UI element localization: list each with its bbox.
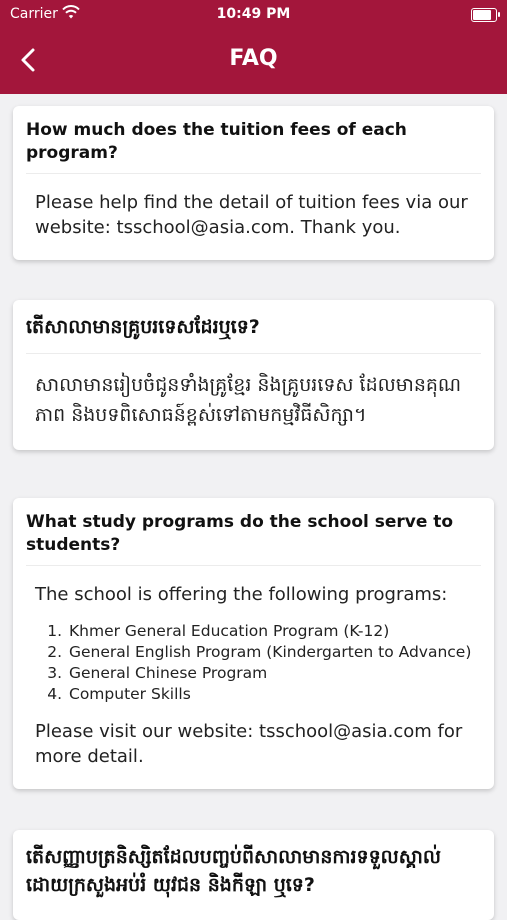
- faq-answer: [13, 566, 494, 789]
- status-time: 10:49 PM: [216, 6, 291, 22]
- faq-answer-text: សាលាមានរៀបចំជូនទាំងគ្រូខ្មែរ និងគ្រូបរទេស ដែលមានគុណភាព និងបទពិសោធន៍ខ្ពស់ទៅតាមកម្មវិធីសិក្សា។: [35, 374, 462, 426]
- faq-answer: [13, 354, 494, 450]
- program-list-item: 1. Khmer General Education Program (K-12): [67, 621, 472, 642]
- faq-question: តើសញ្ញាបត្រនិស្សិតដែលបញ្ចប់ពីសាលាមានការទទួលស្គាល់ដោយក្រសួងអប់រំ យុវជន និងកីឡា ឬទេ?: [26, 846, 441, 896]
- faq-card-certificate[interactable]: [13, 830, 494, 920]
- faq-card-tuition[interactable]: [13, 106, 494, 260]
- page-title: FAQ: [229, 46, 278, 71]
- program-list-item: 4. Computer Skills: [67, 684, 472, 705]
- faq-card-programs[interactable]: [13, 498, 494, 789]
- program-list-item: 3. General Chinese Program: [67, 663, 472, 684]
- program-list: [35, 621, 472, 705]
- faq-answer-intro: The school is offering the following programs:: [35, 584, 448, 605]
- program-list-item: 2. General English Program (Kindergarten to Advance): [67, 642, 472, 663]
- nav-header: [0, 0, 507, 94]
- battery-fill: [473, 10, 491, 20]
- carrier-label: Carrier: [10, 6, 58, 22]
- battery-icon: [471, 8, 497, 22]
- faq-question: What study programs do the school serve to students?: [26, 512, 454, 555]
- status-bar: [0, 6, 507, 26]
- nav-bar: [0, 42, 507, 78]
- faq-question: How much does the tuition fees of each program?: [26, 120, 407, 163]
- faq-answer-text: Please help find the detail of tuition fees via our website: tsschool@asia.com. Thank you.: [35, 192, 468, 238]
- faq-answer: [13, 174, 494, 260]
- faq-question: តើសាលាមានគ្រូបរទេសដែរឬទេ?: [26, 316, 260, 338]
- faq-answer-outro: Please visit our website: tsschool@asia.com for more detail.: [35, 721, 463, 767]
- faq-card-foreign-teachers[interactable]: [13, 300, 494, 450]
